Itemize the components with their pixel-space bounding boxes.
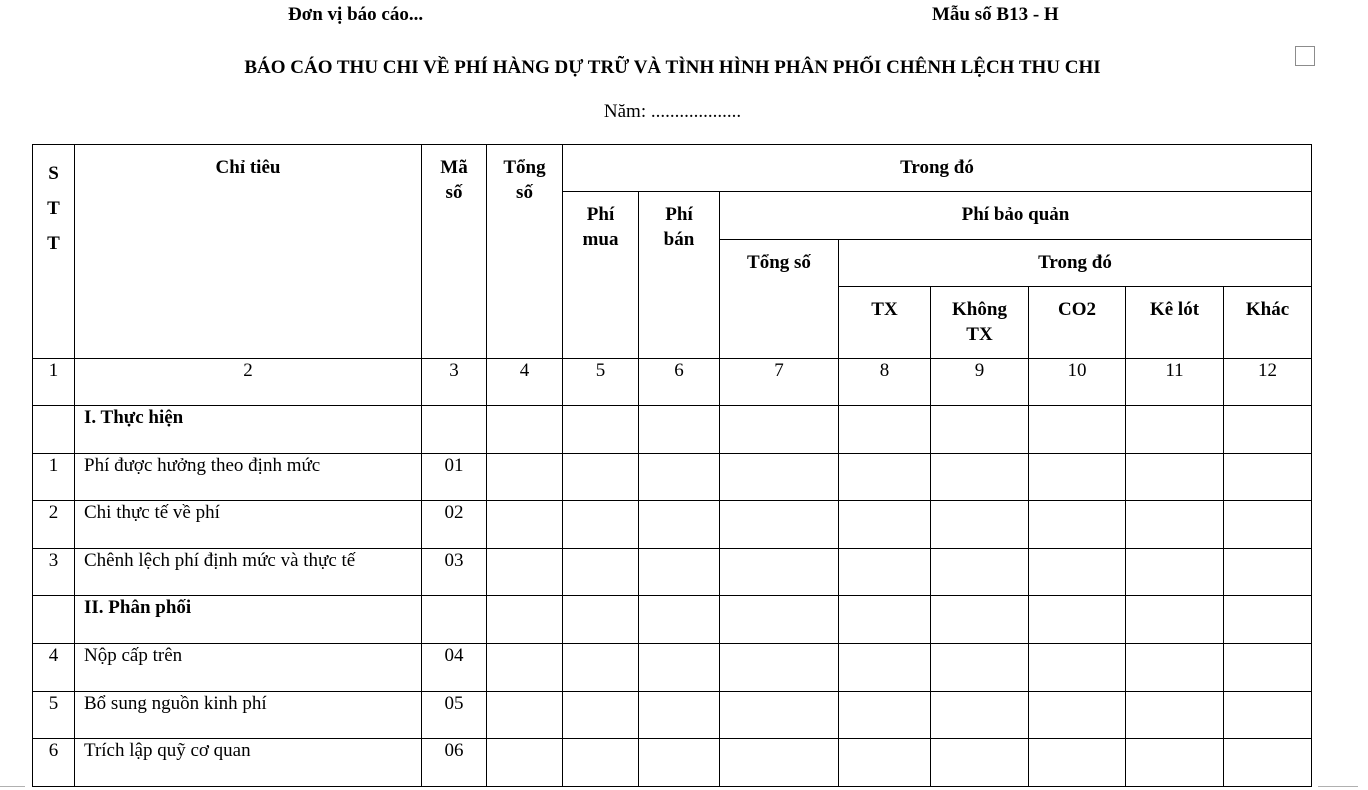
row-stt: 5 [33,691,75,739]
header-tx: TX [839,287,931,359]
value-cell[interactable] [1224,596,1312,644]
value-cell[interactable] [720,643,839,691]
value-cell[interactable] [720,739,839,787]
report-title: BÁO CÁO THU CHI VỀ PHÍ HÀNG DỰ TRỮ VÀ TÌNH HÌNH PHÂN PHỐI CHÊNH LỆCH THU CHI [244,57,1101,78]
value-cell[interactable] [720,406,839,454]
value-cell[interactable] [487,453,563,501]
value-cell[interactable] [1126,643,1224,691]
column-number: 6 [639,359,720,406]
row-stt: 1 [33,453,75,501]
value-cell[interactable] [839,739,931,787]
header-khong-tx-line-2: TX [966,323,993,345]
value-cell[interactable] [720,596,839,644]
table-row [33,501,1312,549]
value-cell[interactable] [1126,406,1224,454]
value-cell[interactable] [563,548,639,596]
value-cell[interactable] [1224,548,1312,596]
value-cell[interactable] [931,548,1029,596]
table-row [33,643,1312,691]
header-stt [33,145,75,359]
row-stt: 4 [33,643,75,691]
header-phi-ban [639,192,720,359]
value-cell[interactable] [1029,501,1126,549]
header-phi-bao-quan: Phí bảo quản [720,192,1312,240]
header-trong-do: Trong đó [563,145,1312,192]
row-code: 03 [422,548,487,596]
report-table [32,144,1312,787]
value-cell[interactable] [839,406,931,454]
header-ma-so-line-1: Mã [440,157,468,178]
value-cell[interactable] [1126,453,1224,501]
value-cell[interactable] [563,501,639,549]
row-code: 04 [422,643,487,691]
value-cell[interactable] [1126,596,1224,644]
value-cell[interactable] [639,548,720,596]
value-cell[interactable] [563,453,639,501]
row-stt: 3 [33,548,75,596]
value-cell[interactable] [1126,548,1224,596]
header-phi-mua-line-1: Phí [586,204,615,225]
form-code: Mẫu số B13 - H [932,4,1059,25]
value-cell[interactable] [839,501,931,549]
value-cell[interactable] [487,691,563,739]
column-number: 11 [1126,359,1224,406]
table-row [33,596,1312,644]
row-stt: 2 [33,501,75,549]
row-name: Chênh lệch phí định mức và thực tế [75,548,422,596]
table-row [33,453,1312,501]
value-cell[interactable] [931,406,1029,454]
value-cell[interactable] [639,739,720,787]
value-cell[interactable] [839,643,931,691]
row-name: Chi thực tế về phí [75,501,422,549]
column-number-row [33,359,1312,406]
value-cell[interactable] [931,596,1029,644]
row-name: Nộp cấp trên [75,643,422,691]
value-cell[interactable] [931,453,1029,501]
value-cell[interactable] [839,453,931,501]
header-bq-tong-so: Tổng số [720,240,839,359]
report-year: Năm: ................... [603,101,742,122]
value-cell[interactable] [1224,453,1312,501]
value-cell[interactable] [639,691,720,739]
table-row [33,406,1312,454]
page-corner-mark-left [0,786,25,790]
column-number: 7 [720,359,839,406]
value-cell[interactable] [839,691,931,739]
header-khac: Khác [1224,287,1312,359]
row-stt [33,406,75,454]
value-cell[interactable] [720,453,839,501]
header-co2: CO2 [1029,287,1126,359]
value-cell[interactable] [1224,501,1312,549]
value-cell[interactable] [1029,596,1126,644]
row-name: Phí được hưởng theo định mức [75,453,422,501]
row-name: Bổ sung nguồn kinh phí [75,691,422,739]
header-khong-tx [931,287,1029,359]
row-code: 01 [422,453,487,501]
value-cell[interactable] [1029,453,1126,501]
value-cell[interactable] [487,596,563,644]
header-ma-so-line-2: số [445,181,463,203]
row-code [422,406,487,454]
value-cell[interactable] [1224,691,1312,739]
value-cell[interactable] [931,643,1029,691]
header-bq-trong-do: Trong đó [839,240,1312,287]
value-cell[interactable] [720,501,839,549]
column-number: 12 [1224,359,1312,406]
value-cell[interactable] [839,596,931,644]
header-ma-so [422,145,487,359]
value-cell[interactable] [1029,548,1126,596]
value-cell[interactable] [639,406,720,454]
value-cell[interactable] [1224,643,1312,691]
value-cell[interactable] [487,643,563,691]
value-cell[interactable] [931,691,1029,739]
header-tong-so-line-2: số [516,181,533,203]
value-cell[interactable] [639,596,720,644]
value-cell[interactable] [639,501,720,549]
header-stt-line-2: T [47,198,60,219]
value-cell[interactable] [931,739,1029,787]
value-cell[interactable] [563,406,639,454]
row-code: 05 [422,691,487,739]
value-cell[interactable] [487,739,563,787]
header-ke-lot: Kê lót [1126,287,1224,359]
header-phi-ban-line-2: bán [663,228,695,250]
report-body [33,406,1312,787]
column-number: 1 [33,359,75,406]
value-cell[interactable] [1224,406,1312,454]
row-name: II. Phân phối [75,596,422,644]
column-number: 2 [75,359,422,406]
row-stt [33,596,75,644]
value-cell[interactable] [563,739,639,787]
layout-options-checkbox[interactable] [1295,46,1315,66]
value-cell[interactable] [639,643,720,691]
value-cell[interactable] [1029,643,1126,691]
value-cell[interactable] [1126,739,1224,787]
value-cell[interactable] [563,643,639,691]
row-code: 06 [422,739,487,787]
header-phi-mua [563,192,639,359]
column-number: 5 [563,359,639,406]
row-name: I. Thực hiện [75,406,422,454]
row-name: Trích lập quỹ cơ quan [75,739,422,787]
page-corner-mark-right [1318,786,1358,790]
value-cell[interactable] [487,548,563,596]
table-row [33,548,1312,596]
value-cell[interactable] [1224,739,1312,787]
column-number: 9 [931,359,1029,406]
value-cell[interactable] [563,691,639,739]
value-cell[interactable] [1029,739,1126,787]
value-cell[interactable] [839,548,931,596]
column-number: 8 [839,359,931,406]
row-stt: 6 [33,739,75,787]
column-number: 4 [487,359,563,406]
value-cell[interactable] [487,406,563,454]
header-phi-mua-line-2: mua [582,228,619,250]
header-tong-so [487,145,563,359]
reporting-unit-label: Đơn vị báo cáo... [288,4,424,25]
row-code: 02 [422,501,487,549]
value-cell[interactable] [931,501,1029,549]
value-cell[interactable] [1126,501,1224,549]
column-number: 10 [1029,359,1126,406]
table-row [33,691,1312,739]
header-chi-tieu: Chỉ tiêu [75,145,422,359]
header-stt-line-3: T [47,233,60,254]
value-cell[interactable] [639,453,720,501]
row-code [422,596,487,644]
value-cell[interactable] [1029,691,1126,739]
value-cell[interactable] [563,596,639,644]
header-khong-tx-line-1: Không [952,299,1007,320]
header-tong-so-line-1: Tổng [503,157,546,178]
value-cell[interactable] [720,548,839,596]
table-row [33,739,1312,787]
value-cell[interactable] [1029,406,1126,454]
value-cell[interactable] [487,501,563,549]
value-cell[interactable] [1126,691,1224,739]
value-cell[interactable] [720,691,839,739]
header-phi-ban-line-1: Phí [665,204,693,225]
column-number: 3 [422,359,487,406]
header-stt-line-1: S [48,163,59,184]
